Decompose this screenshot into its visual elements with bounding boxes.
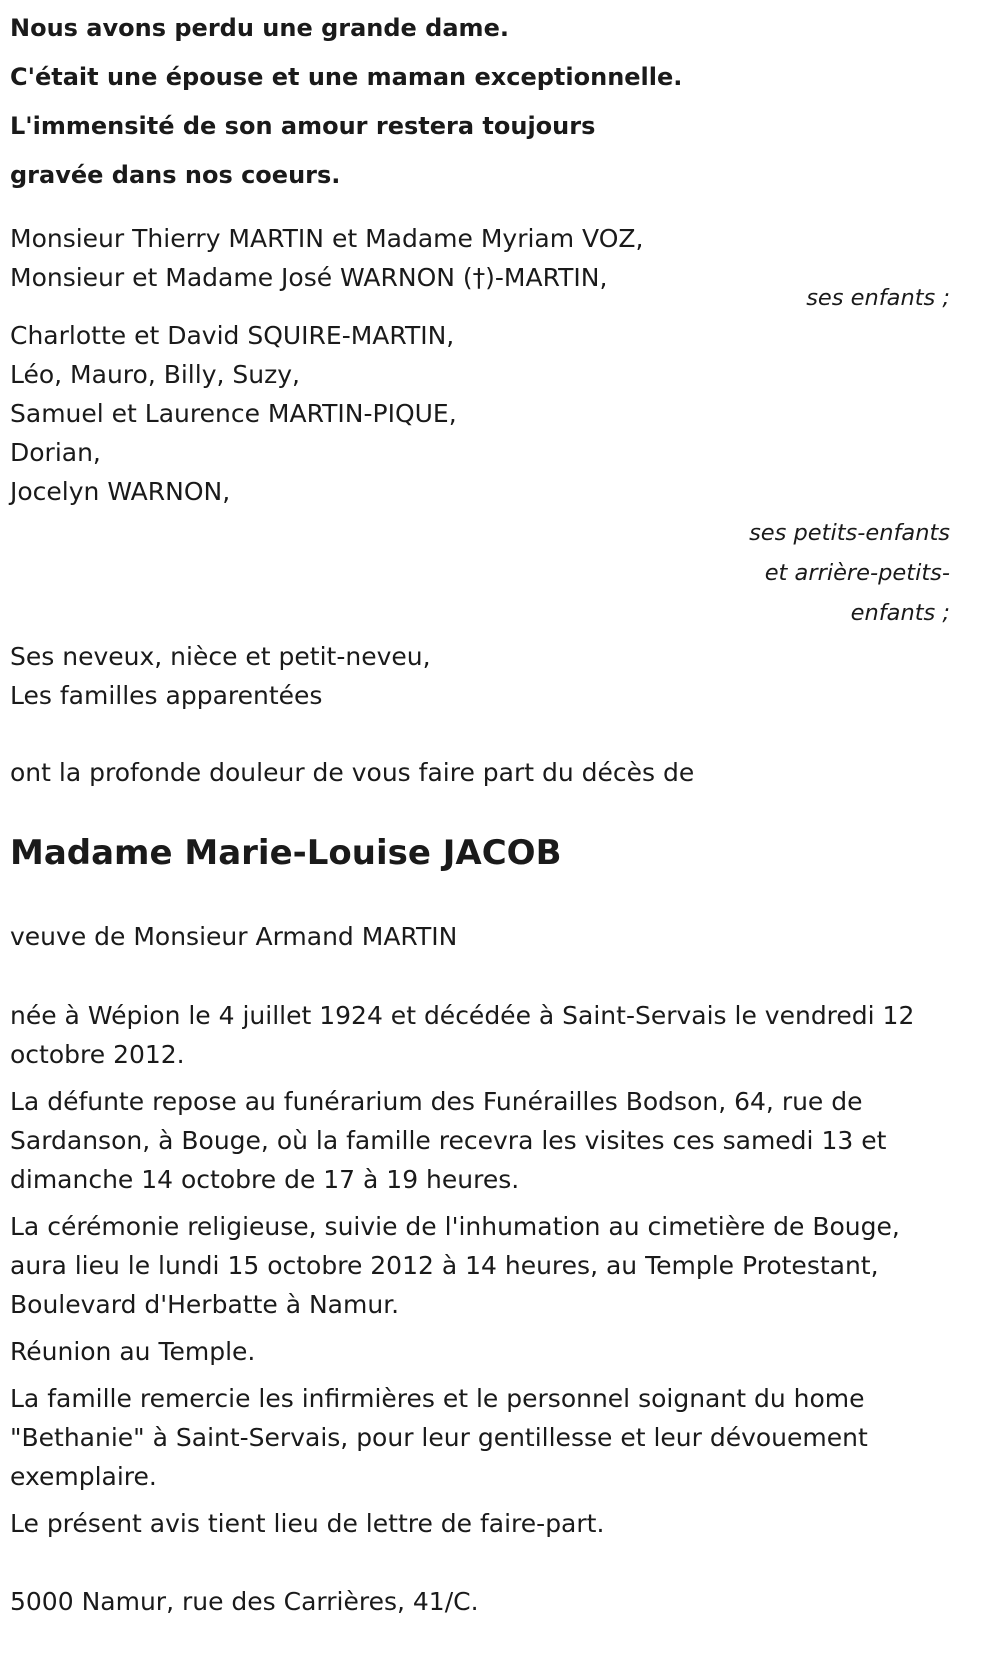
grandchild-entry: Dorian, <box>10 438 101 467</box>
detail-paragraph <box>10 1082 950 1199</box>
detail-line: "Bethanie" à Saint-Servais, pour leur gentillesse et leur dévouement <box>10 1423 868 1452</box>
child-entry: Monsieur et Madame José WARNON (†)-MARTIN, <box>10 263 608 292</box>
widow-of-text: veuve de Monsieur Armand MARTIN <box>10 922 458 951</box>
child-entry: Monsieur Thierry MARTIN et Madame Myriam VOZ, <box>10 224 644 253</box>
detail-line: La cérémonie religieuse, suivie de l'inhumation au cimetière de Bouge, <box>10 1212 900 1241</box>
relatives-entry: Les familles apparentées <box>10 681 323 710</box>
intro-line: C'était une épouse et une maman exceptionnelle. <box>10 63 683 91</box>
intro-line: gravée dans nos coeurs. <box>10 161 341 189</box>
detail-line: Réunion au Temple. <box>10 1337 256 1366</box>
intro-message <box>10 4 950 200</box>
relatives-list <box>10 637 950 715</box>
announcement <box>10 753 950 792</box>
detail-paragraph <box>10 1207 950 1324</box>
deceased-name: Madame Marie-Louise JACOB <box>10 833 562 873</box>
announcement-text: ont la profonde douleur de vous faire part du décès de <box>10 758 695 787</box>
detail-line: exemplaire. <box>10 1462 157 1491</box>
detail-paragraph <box>10 1332 950 1371</box>
detail-paragraph <box>10 1379 950 1496</box>
address-text: 5000 Namur, rue des Carrières, 41/C. <box>10 1587 479 1616</box>
grandchildren-list <box>10 316 950 511</box>
detail-line: La famille remercie les infirmières et le personnel soignant du home <box>10 1384 865 1413</box>
children-role: ses enfants ; <box>806 285 950 311</box>
grandchild-entry: Charlotte et David SQUIRE-MARTIN, <box>10 321 455 350</box>
detail-paragraph <box>10 996 950 1074</box>
grandchildren-role-line: enfants ; <box>850 600 950 626</box>
grandchildren-role <box>749 513 950 633</box>
relatives-entry: Ses neveux, nièce et petit-neveu, <box>10 642 431 671</box>
grandchild-entry: Léo, Mauro, Billy, Suzy, <box>10 360 300 389</box>
details-section <box>10 996 950 1551</box>
intro-line: Nous avons perdu une grande dame. <box>10 14 509 42</box>
detail-line: aura lieu le lundi 15 octobre 2012 à 14 heures, au Temple Protestant, <box>10 1251 879 1280</box>
grandchild-entry: Jocelyn WARNON, <box>10 477 231 506</box>
widow-of <box>10 917 950 956</box>
intro-line: L'immensité de son amour restera toujours <box>10 112 596 140</box>
grandchildren-role-line: et arrière-petits- <box>764 560 950 586</box>
detail-line: Le présent avis tient lieu de lettre de faire-part. <box>10 1509 605 1538</box>
address <box>10 1582 950 1621</box>
detail-line: octobre 2012. <box>10 1040 185 1069</box>
detail-line: Boulevard d'Herbatte à Namur. <box>10 1290 400 1319</box>
grandchild-entry: Samuel et Laurence MARTIN-PIQUE, <box>10 399 457 428</box>
detail-line: dimanche 14 octobre de 17 à 19 heures. <box>10 1165 520 1194</box>
detail-paragraph <box>10 1504 950 1543</box>
grandchildren-role-line: ses petits-enfants <box>749 520 950 546</box>
detail-line: La défunte repose au funérarium des Funérailles Bodson, 64, rue de <box>10 1087 863 1116</box>
detail-line: Sardanson, à Bouge, où la famille recevra les visites ces samedi 13 et <box>10 1126 887 1155</box>
detail-line: née à Wépion le 4 juillet 1924 et décédée à Saint-Servais le vendredi 12 <box>10 1001 915 1030</box>
